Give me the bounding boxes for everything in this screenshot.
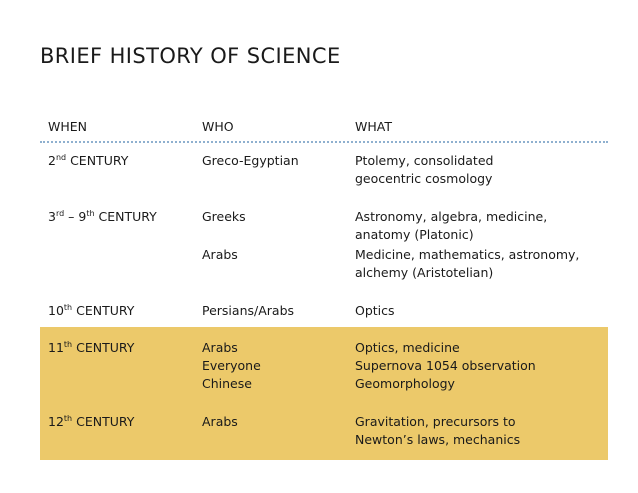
row-when: 2nd CENTURY [48,153,129,168]
row-what: Astronomy, algebra, medicine, anatomy (Platonic) [355,209,548,242]
row-who: Greco-Egyptian [202,153,299,168]
row-when: 11th CENTURY [48,340,135,355]
row-who: Arabs [202,414,238,429]
header-who: WHO [202,119,234,134]
header-what: WHAT [355,119,392,134]
row-who: Persians/Arabs [202,303,295,318]
row-what: Medicine, mathematics, astronomy, alchemy (Aristotelian) [355,247,580,280]
row-when: 12th CENTURY [48,414,135,429]
header-when: WHEN [48,119,88,134]
page-title: BRIEF HISTORY OF SCIENCE [40,44,341,68]
row-what: Optics [355,303,395,318]
row-when: 10th CENTURY [48,303,135,318]
row-what: Gravitation, precursors to Newton’s laws, mechanics [355,414,521,447]
row-when: 3rd – 9th CENTURY [48,209,157,224]
row-what: Ptolemy, consolidated geocentric cosmology [355,153,494,186]
row-who: Arabs Everyone Chinese [202,340,261,391]
row-what: Optics, medicine Supernova 1054 observation Geomorphology [355,340,536,391]
row-who: Arabs [202,247,238,262]
dotted-divider [40,141,608,143]
row-who: Greeks [202,209,246,224]
